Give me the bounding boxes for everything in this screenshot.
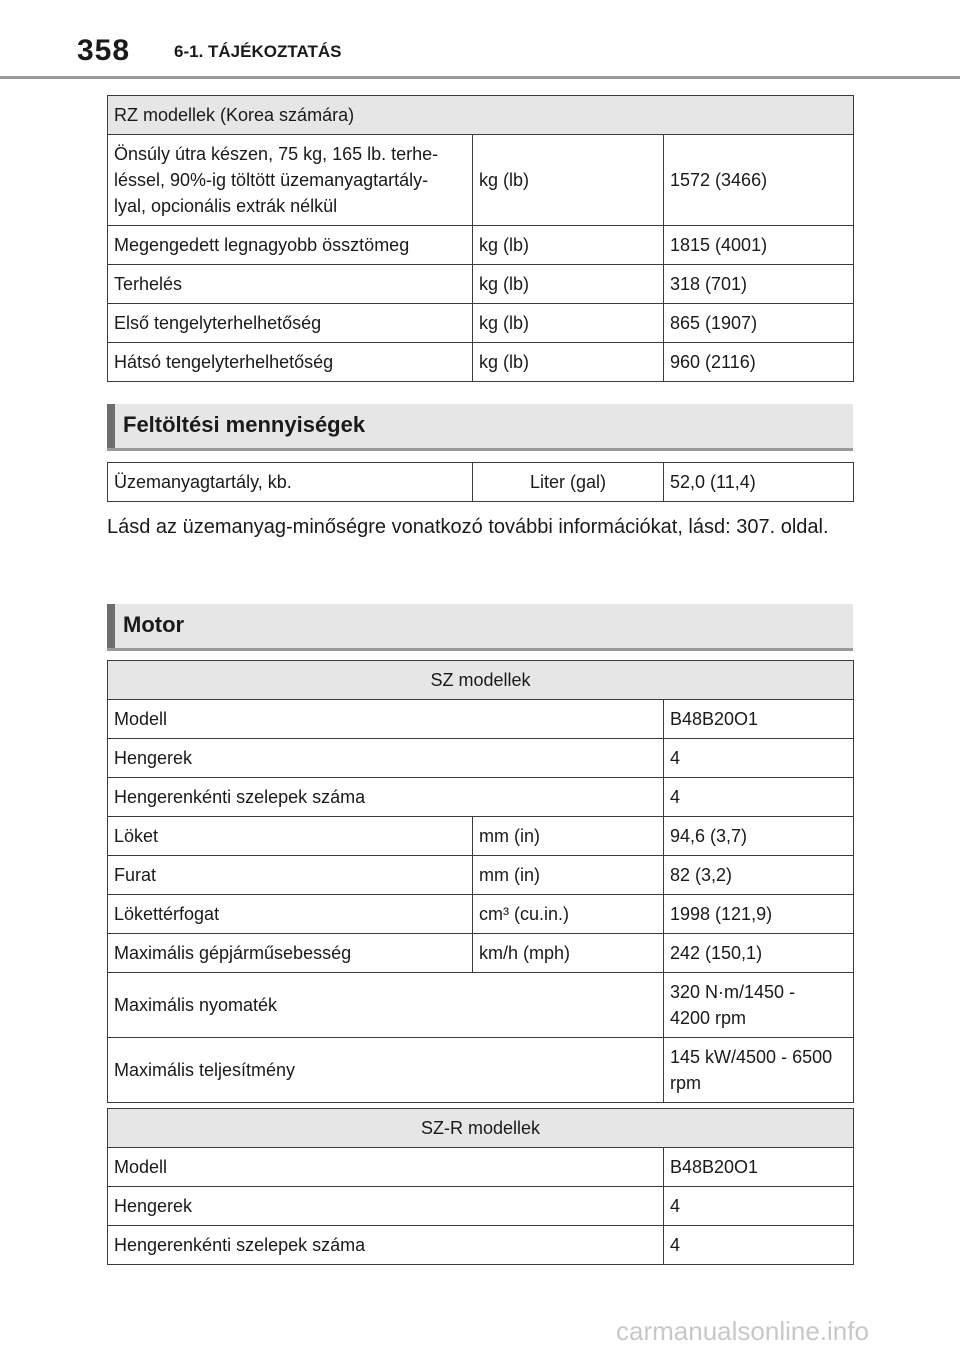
sz-valves-value: 4 (664, 778, 854, 817)
rz-row-curb-weight-label: Önsúly útra készen, 75 kg, 165 lb. terhe- léssel, 90%-ig töltött üzemanyagtartály- lyal, opcionális extrák nélkül (108, 135, 473, 226)
sz-engine-table (107, 660, 854, 1103)
rz-row-rear-axle-value: 960 (2116) (664, 343, 854, 382)
section-marker (107, 604, 115, 648)
fuel-tank-label: Üzemanyagtartály, kb. (108, 463, 473, 502)
sz-power-value: 145 kW/4500 - 6500 rpm (664, 1038, 854, 1103)
sz-max-speed-value: 242 (150,1) (664, 934, 854, 973)
sz-displacement-value: 1998 (121,9) (664, 895, 854, 934)
sz-power-label: Maximális teljesítmény (108, 1038, 664, 1103)
rz-row-curb-weight-unit: kg (lb) (473, 135, 664, 226)
sz-cylinders-value: 4 (664, 739, 854, 778)
header-divider (0, 76, 960, 79)
sz-max-speed-label: Maximális gépjárműsebesség (108, 934, 473, 973)
sz-bore-value: 82 (3,2) (664, 856, 854, 895)
fuel-tank-unit: Liter (gal) (473, 463, 664, 502)
rz-table-title: RZ modellek (Korea számára) (108, 96, 854, 135)
page-header (0, 0, 960, 80)
rz-weight-table (107, 95, 854, 382)
chapter-title: 6-1. TÁJÉKOZTATÁS (174, 42, 342, 61)
sz-valves-label: Hengerenkénti szelepek száma (108, 778, 664, 817)
rz-row-front-axle-unit: kg (lb) (473, 304, 664, 343)
fill-table (107, 462, 854, 502)
section-motor (107, 604, 853, 651)
section-marker (107, 404, 115, 448)
szr-cylinders-value: 4 (664, 1187, 854, 1226)
rz-row-gross-weight-value: 1815 (4001) (664, 226, 854, 265)
rz-row-gross-weight-unit: kg (lb) (473, 226, 664, 265)
fuel-note: Lásd az üzemanyag-minőségre vonatkozó további információkat, lásd: 307. oldal. (107, 516, 829, 538)
sz-torque-label: Maximális nyomaték (108, 973, 664, 1038)
szr-model-label: Modell (108, 1148, 664, 1187)
sz-displacement-label: Lökettérfogat (108, 895, 473, 934)
rz-row-load-label: Terhelés (108, 265, 473, 304)
rz-row-load-value: 318 (701) (664, 265, 854, 304)
sz-cylinders-label: Hengerek (108, 739, 664, 778)
section-title: Motor (123, 612, 185, 637)
sz-torque-value: 320 N·m/1450 - 4200 rpm (664, 973, 854, 1038)
sz-stroke-label: Löket (108, 817, 473, 856)
sz-stroke-value: 94,6 (3,7) (664, 817, 854, 856)
sz-model-label: Modell (108, 700, 664, 739)
watermark-text: carmanualsonline.info (616, 1316, 869, 1346)
page-number: 358 (77, 34, 131, 67)
sz-stroke-unit: mm (in) (473, 817, 664, 856)
sz-bore-label: Furat (108, 856, 473, 895)
rz-row-load-unit: kg (lb) (473, 265, 664, 304)
szr-engine-table (107, 1108, 854, 1265)
sz-table-title: SZ modellek (108, 661, 854, 700)
sz-displacement-unit: cm³ (cu.in.) (473, 895, 664, 934)
section-title: Feltöltési mennyiségek (123, 412, 366, 437)
rz-row-front-axle-label: Első tengelyterhelhetőség (108, 304, 473, 343)
rz-row-rear-axle-label: Hátsó tengelyterhelhetőség (108, 343, 473, 382)
rz-row-rear-axle-unit: kg (lb) (473, 343, 664, 382)
rz-row-gross-weight-label: Megengedett legnagyobb össztömeg (108, 226, 473, 265)
szr-valves-value: 4 (664, 1226, 854, 1265)
szr-table-title: SZ-R modellek (108, 1109, 854, 1148)
sz-max-speed-unit: km/h (mph) (473, 934, 664, 973)
szr-model-value: B48B20O1 (664, 1148, 854, 1187)
sz-bore-unit: mm (in) (473, 856, 664, 895)
fuel-tank-value: 52,0 (11,4) (664, 463, 854, 502)
rz-row-curb-weight-value: 1572 (3466) (664, 135, 854, 226)
szr-valves-label: Hengerenkénti szelepek száma (108, 1226, 664, 1265)
rz-row-front-axle-value: 865 (1907) (664, 304, 854, 343)
sz-model-value: B48B20O1 (664, 700, 854, 739)
szr-cylinders-label: Hengerek (108, 1187, 664, 1226)
section-fill-capacities (107, 404, 853, 451)
